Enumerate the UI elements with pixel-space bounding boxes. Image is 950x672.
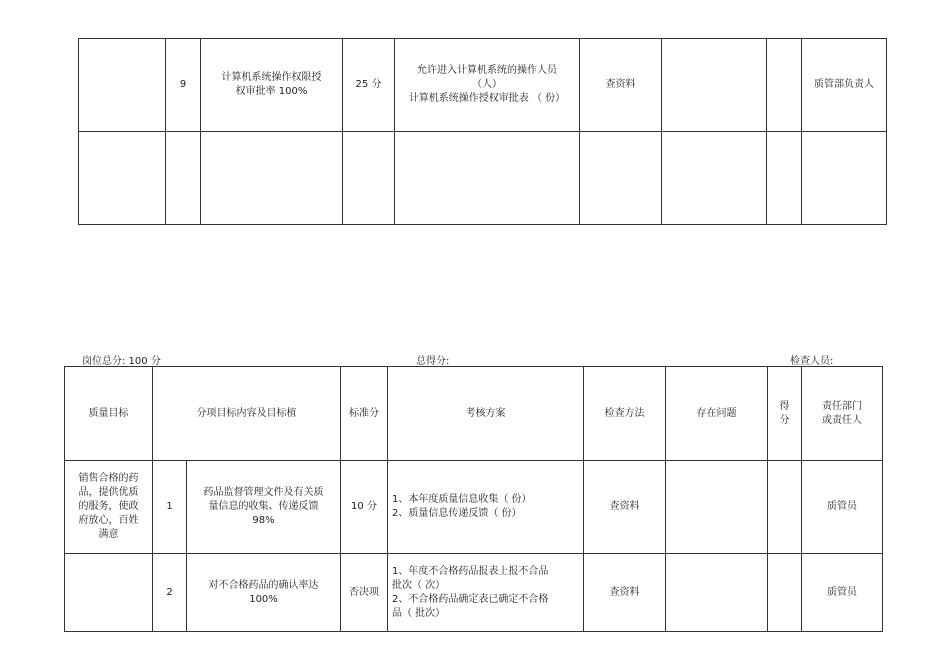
plan-line: 计算机系统操作授权审批表 （ 份） (408, 93, 566, 104)
table-row (65, 554, 883, 632)
header-score: 标准分 (341, 367, 388, 461)
plan-line: （人） (472, 79, 502, 90)
content-line: 权审批率 100% (235, 86, 308, 97)
points-cell (768, 554, 802, 632)
content-line: 100% (249, 593, 278, 605)
header-owner-line: 或责任人 (822, 414, 862, 426)
score-cell: 10 分 (341, 461, 388, 554)
top-table (78, 38, 887, 225)
plan-line: 批次（ 次） (392, 579, 446, 591)
header-method: 检查方法 (584, 367, 666, 461)
empty-cell (343, 132, 395, 225)
table-row (79, 39, 887, 132)
goal-line: 的服务，使政 (78, 501, 139, 512)
table-row (79, 132, 887, 225)
header-points-line: 得 (779, 400, 790, 412)
owner-cell: 质管员 (802, 554, 883, 632)
plan-line: 品（ 批次） (392, 607, 446, 619)
points-cell (767, 39, 802, 132)
header-owner-line: 责任部门 (822, 400, 862, 412)
plan-line: 1、本年度质量信息收集（ 份） (392, 494, 532, 505)
empty-cell (166, 132, 201, 225)
content-line: 量信息的收集、传递反馈 (208, 501, 319, 512)
plan-line: 1、年度不合格药品报表上报不合品 (392, 565, 549, 577)
header-goal: 质量目标 (65, 367, 153, 461)
empty-cell (395, 132, 580, 225)
empty-cell (662, 132, 767, 225)
points-cell (768, 461, 802, 554)
empty-cell (201, 132, 343, 225)
method-cell: 查资料 (584, 461, 666, 554)
total-score-label: 岗位总分: 100 分 (82, 356, 161, 367)
empty-cell (767, 132, 802, 225)
goal-cell (79, 39, 166, 132)
empty-cell (79, 132, 166, 225)
goal-line: 府放心，百姓 (78, 515, 139, 526)
goal-line: 满意 (98, 529, 119, 540)
plan-cell (388, 461, 584, 554)
owner-cell: 质管部负责人 (802, 39, 887, 132)
assessment-table (64, 366, 883, 632)
goal-line: 品，提供优质 (78, 487, 139, 498)
goal-cell (65, 461, 153, 554)
issue-cell (662, 39, 767, 132)
header-row (65, 367, 883, 461)
score-cell: 25 分 (343, 39, 395, 132)
score-cell: 否决项 (341, 554, 388, 632)
item-number: 9 (166, 39, 201, 132)
header-points (768, 367, 802, 461)
method-cell: 查资料 (580, 39, 662, 132)
header-content: 分项目标内容及目标植 (153, 367, 341, 461)
item-number: 2 (153, 554, 187, 632)
goal-cell (65, 554, 153, 632)
plan-cell (395, 39, 580, 132)
content-cell (201, 39, 343, 132)
content-line: 98% (252, 515, 275, 526)
plan-line: 2、不合格药品确定表已确定不合格 (392, 593, 549, 605)
owner-cell: 质管员 (802, 461, 883, 554)
inspector-label: 检查人员: (790, 356, 834, 367)
issue-cell (666, 554, 768, 632)
obtained-score-label: 总得分: (416, 356, 450, 367)
item-number: 1 (153, 461, 187, 554)
plan-line: 2、质量信息传递反馈（ 份） (392, 508, 522, 519)
plan-line: 允许进入计算机系统的操作人员 (417, 65, 557, 76)
content-line: 对不合格药品的确认率达 (208, 579, 319, 591)
header-points-line: 分 (779, 414, 790, 426)
header-issue: 存在问题 (666, 367, 768, 461)
method-cell: 查资料 (584, 554, 666, 632)
goal-line: 销售合格的药 (78, 473, 139, 484)
table-row (65, 461, 883, 554)
empty-cell (580, 132, 662, 225)
plan-cell (388, 554, 584, 632)
issue-cell (666, 461, 768, 554)
header-plan: 考核方案 (388, 367, 584, 461)
content-cell (187, 461, 341, 554)
content-cell (187, 554, 341, 632)
content-line: 药品监督管理文件及有关质 (203, 487, 324, 498)
content-line: 计算机系统操作权限授 (221, 72, 322, 83)
empty-cell (802, 132, 887, 225)
header-owner (802, 367, 883, 461)
